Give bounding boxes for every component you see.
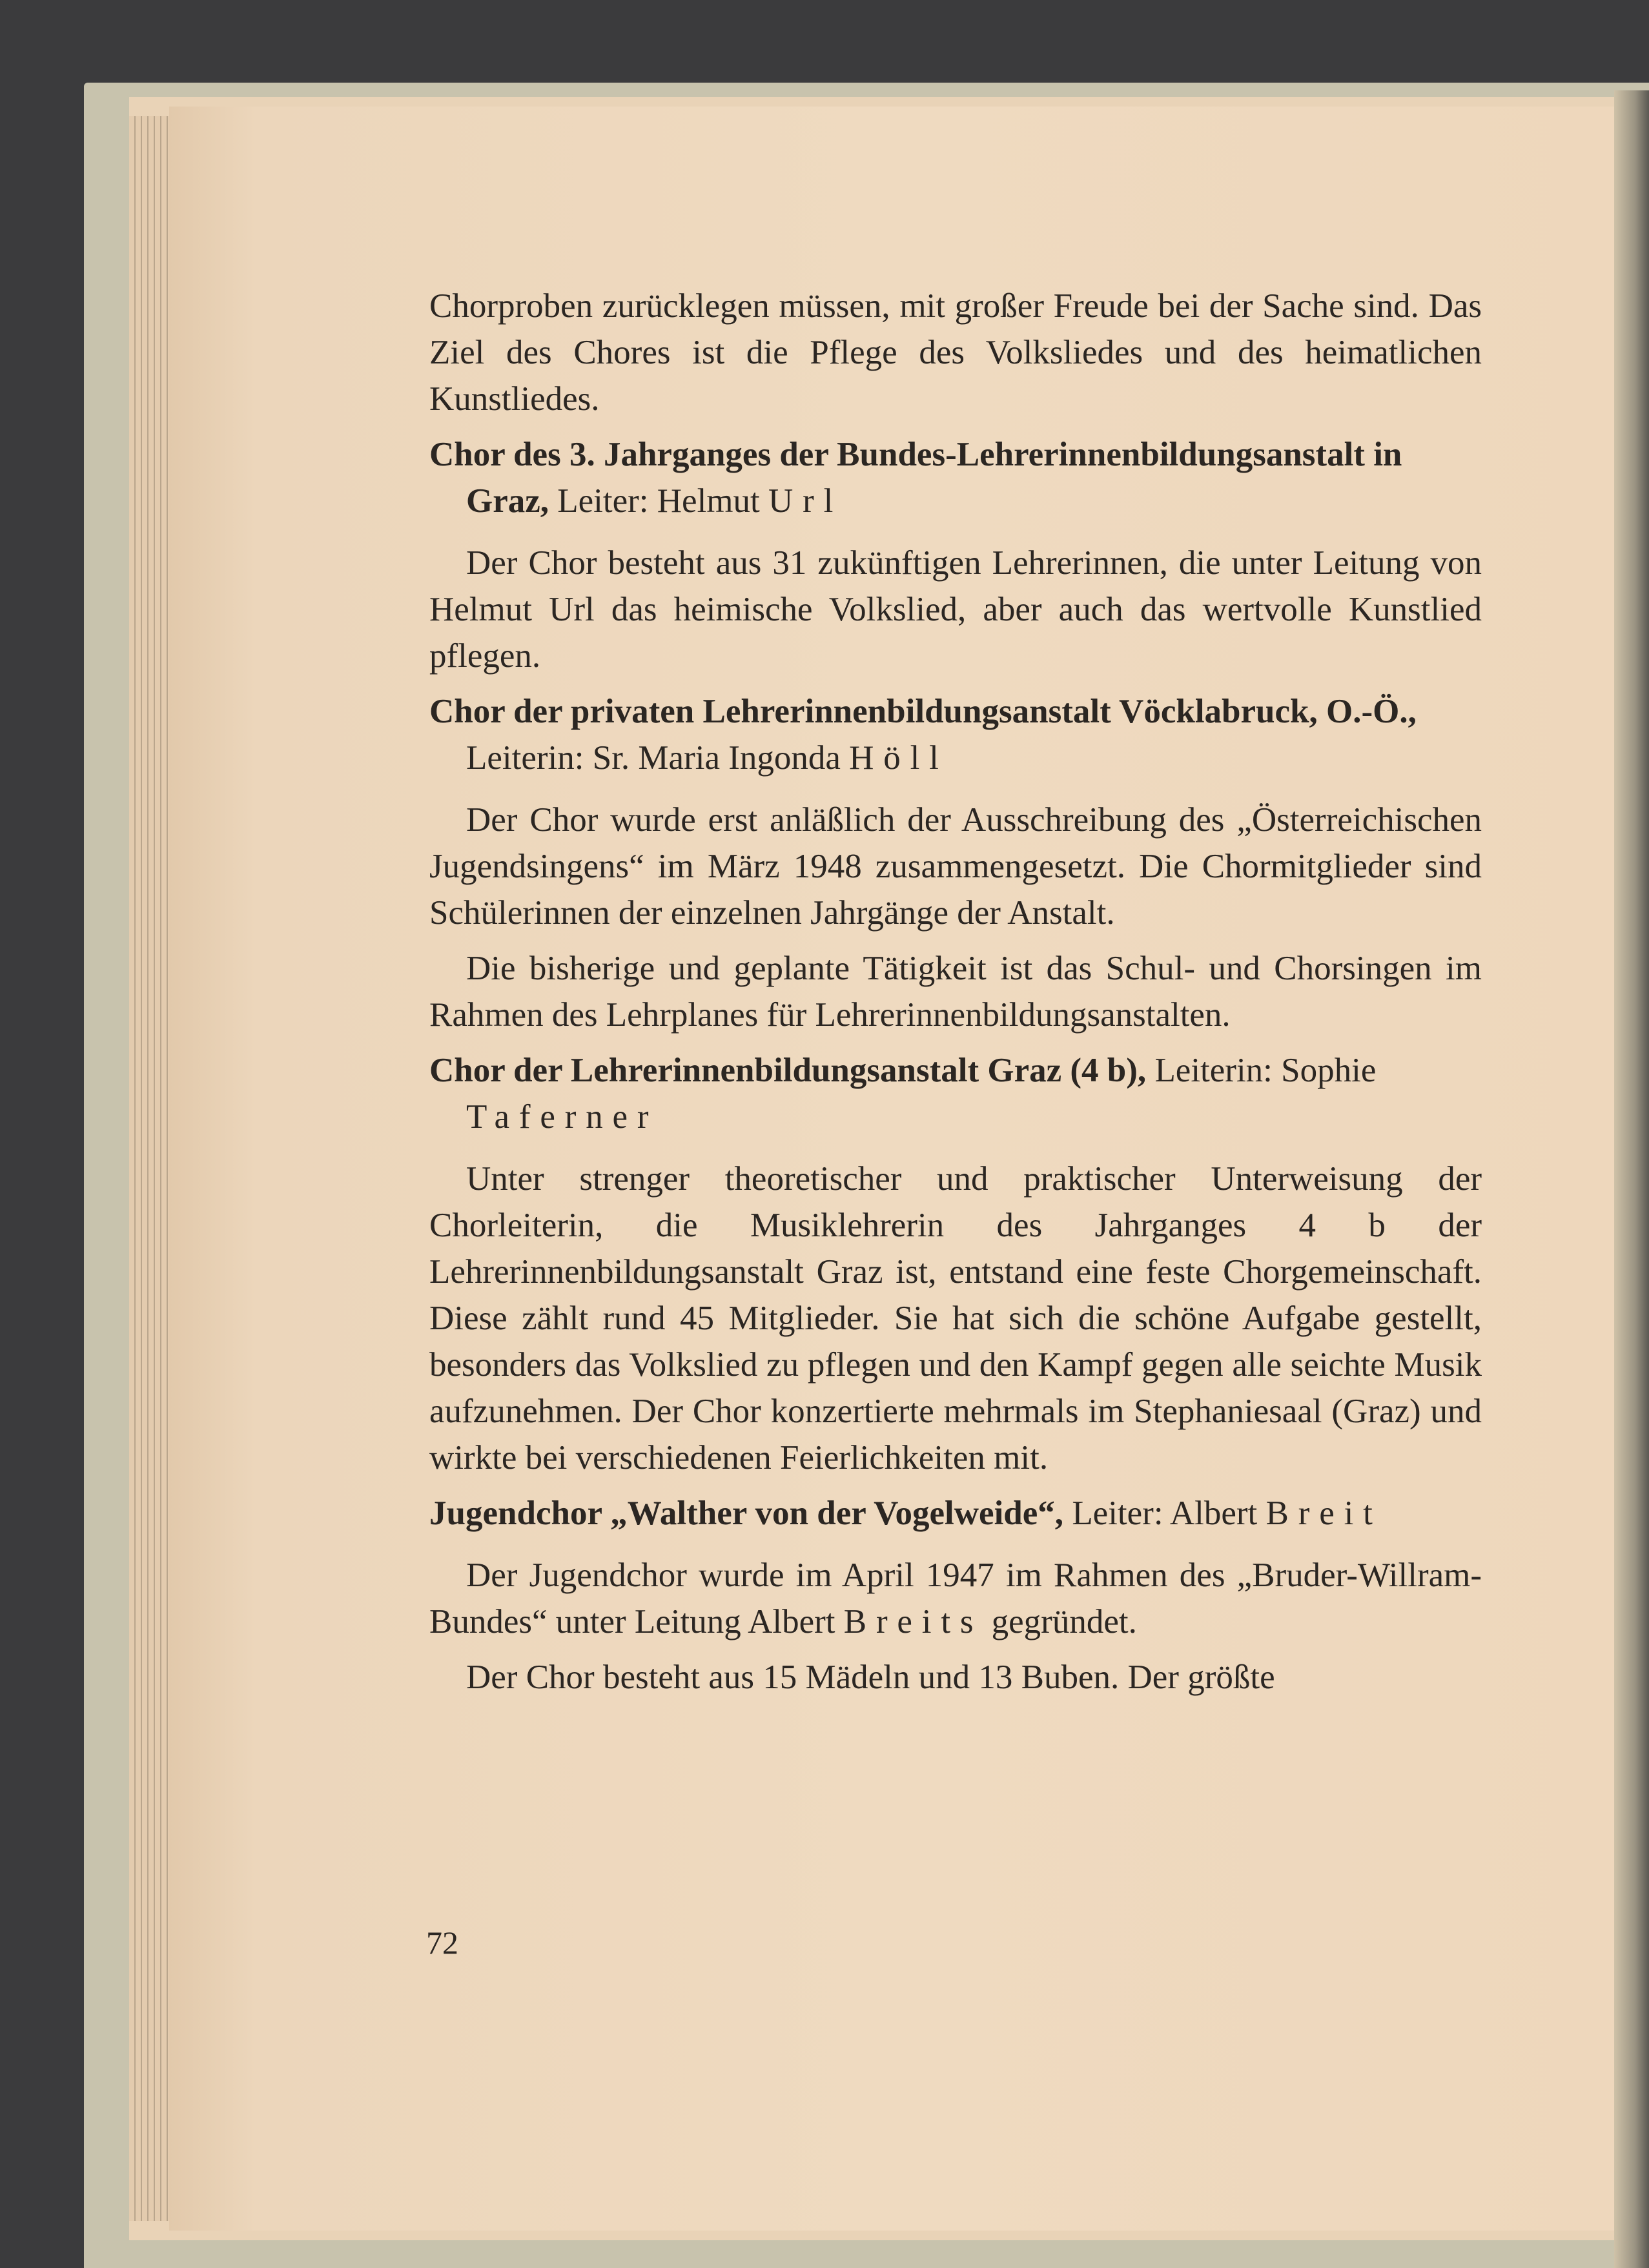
- leader-label: Leiter: Albert: [1072, 1495, 1258, 1532]
- leader-name: Url: [768, 482, 843, 520]
- choir-entry: [429, 1047, 1482, 1140]
- choir-entry: [429, 431, 1482, 524]
- choir-title: Chor der Lehrerinnenbildungsanstalt Graz (4 b),: [429, 1052, 1147, 1089]
- text-run: Der Jugendchor wurde im April 1947 im Rahmen des „Bruder-Willram-Bundes“ unter Leitung Albert: [429, 1557, 1482, 1640]
- leader-label: Leiterin: Sophie: [1154, 1052, 1377, 1089]
- paragraph: Die bisherige und geplante Tätigkeit ist das Schul- und Chorsingen im Rahmen des Lehrplanes für Lehrerinnenbildungsanstalten.: [429, 950, 1482, 1034]
- choir-entry: [429, 1490, 1482, 1537]
- page-text: [429, 283, 1482, 1710]
- paragraph: Chorproben zurücklegen müssen, mit großer Freude bei der Sache sind. Das Ziel des Chores ist die Pflege des Volksliedes und des heimatlichen Kunstliedes.: [429, 287, 1482, 418]
- text-run: gegründet.: [991, 1603, 1137, 1640]
- leader-label: Leiterin: Sr. Maria Ingonda: [466, 739, 841, 777]
- paragraph: Der Chor besteht aus 15 Mädeln und 13 Buben. Der größte: [466, 1659, 1275, 1696]
- choir-title: Chor des 3. Jahrganges der Bundes-Lehrerinnenbildungsanstalt in Graz,: [429, 436, 1402, 520]
- paragraph: Der Chor wurde erst anläßlich der Ausschreibung des „Österreichischen Jugendsingens“ im März 1948 zusammengesetzt. Die Chormitglieder sind Schülerinnen der einzelnen Jahrgänge der Anstalt.: [429, 801, 1482, 932]
- spaced-name: Breits: [843, 1603, 983, 1640]
- leader-name: Taferner: [466, 1098, 659, 1136]
- choir-title: Jugendchor „Walther von der Vogelweide“,: [429, 1495, 1064, 1532]
- leader-name: Höll: [849, 739, 948, 777]
- choir-entry: [429, 688, 1482, 781]
- paragraph: [429, 1552, 1482, 1645]
- leader-label: Leiter: Helmut: [557, 482, 760, 520]
- paragraph: Unter strenger theoretischer und praktischer Unterweisung der Chorleiterin, die Musiklehrerin des Jahrganges 4 b der Lehrerinnenbildungsanstalt Graz ist, entstand eine feste Chorgemeinschaft. Diese zählt rund 45 Mitglieder. Sie hat sich die schöne Aufgabe gestellt, besonders das Volkslied zu pflegen und den Kampf gegen alle seichte Musik aufzunehmen. Der Chor konzertierte mehrmals im Stephaniesaal (Graz) und wirkte bei verschiedenen Feierlichkeiten mit.: [429, 1160, 1482, 1476]
- page-number: 72: [426, 1925, 458, 1961]
- page-shadow: [1614, 90, 1649, 2268]
- choir-title: Chor der privaten Lehrerinnenbildungsanstalt Vöcklabruck, O.-Ö.,: [429, 693, 1417, 730]
- page-edges: [129, 116, 174, 2221]
- paragraph: Der Chor besteht aus 31 zukünftigen Lehrerinnen, die unter Leitung von Helmut Url das heimische Volkslied, aber auch das wertvolle Kunstlied pflegen.: [429, 544, 1482, 675]
- leader-name: Breit: [1265, 1495, 1382, 1532]
